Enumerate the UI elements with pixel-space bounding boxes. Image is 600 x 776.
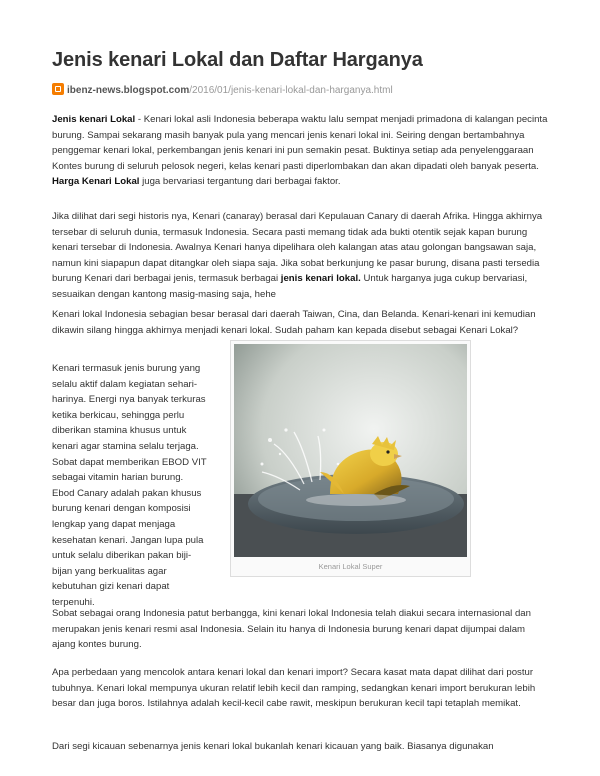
bold-term: jenis kenari lokal. [280,273,361,285]
paragraph-history [52,209,548,303]
paragraph-intro [52,112,548,190]
text-run: Untuk harganya juga cukup bervariasi, sesuaikan dengan kantong masig-masing saja, hehe [52,273,528,300]
source-path[interactable]: /2016/01/jenis-kenari-lokal-dan-harganya.html [189,85,393,96]
text-run: juga bervariasi tergantung dari berbagai faktor. [139,176,341,188]
bold-term: Jenis kenari Lokal [52,114,136,125]
figure-caption: Kenari Lokal Super [318,562,383,571]
source-domain[interactable]: ibenz-news.blogspot.com [67,85,190,96]
figure-canary [230,340,471,577]
paragraph-difference: Apa perbedaan yang mencolok antara kenari lokal dan kenari import? Secara kasat mata dapat dilihat dari postur tubuhnya. Kenari lokal mempunya ukuran relatif lebih kecil dan ramping, sedangkan kenari import berukuran lebih besar dan juga boros. Istilahnya adalah kecil-kecil cabe rawit, meskipun berukuran kecil tapi tetaplah memikat. [52,667,536,710]
text-run: Jika dilihat dari segi historis nya, Kenari (canaray) berasal dari Kepulauan Canary di daerah Afrika. Hingga akhirnya tersebar di seluruh dunia, termasuk Indonesia. Secara pasti memang tidak ada bukti otentik sejak kapan burung kenari tersebar di Indonesia. Awalnya Kenari hanya dipelihara oleh kalangan atas atau golongan bangsawan saja, namun kini siapapun dapat ditangkar oleh siapa saja. Jika sobat berkunjung ke pasar burung, disana pasti tersedia burung Kenari dari berbagai jenis, termasuk berbagai [52,211,543,285]
paragraph-stamina: Kenari termasuk jenis burung yang selalu aktif dalam kegiatan sehari-harinya. Energi nya banyak terkuras ketika berkicau, sehingga perlu diberikan stamina khusus untuk kenari agar stamina selalu terjaga. Sobat dapat memberikan EBOD VIT sebagai vitamin harian burung. Ebod Canary adalah pakan khusus burung kenari dengan komposisi lengkap yang dapat menjaga kesehatan kenari. Jangan lupa pula untuk selalu diberikan pakan biji-bijan yang berkualitas agar kebutuhan gizi kenari dapat terpenuhi. [52,363,207,608]
paragraph-pride: Sobat sebagai orang Indonesia patut berbangga, kini kenari lokal Indonesia telah diakui secara internasional dan merupakan jenis kenari resmi asal Indonesia. Selain itu hanya di Indonesia burung kenari dapat dijumpai dalam ajang kontes burung. [52,608,531,651]
bold-term: Harga Kenari Lokal [52,176,140,188]
source-line [52,83,393,96]
paragraph-origin: Kenari lokal Indonesia sebagian besar berasal dari daerah Taiwan, Cina, dan Belanda. Kenari-kenari ini kemudian dikawin silang hingga akhirnya menjadi kenari lokal. Sudah paham kan kepada disebut sebagai Kenari Lokal? [52,309,536,336]
paragraph-song: Dari segi kicauan sebenarnya jenis kenari lokal bukanlah kenari kicauan yang baik. Biasanya digunakan [52,741,494,752]
text-run: - Kenari lokal asli Indonesia beberapa waktu lalu sempat menjadi primadona di kalangan pecinta burung. Sampai sekarang masih banyak pula yang mencari jenis kenari lokal ini. Seiring dengan bertambahnya penggemar kenari lokal, perkembangan jenis kenari ini pun semakin pesat. Buktinya setiap ada penyelenggaraan Kontes burung di seluruh pelosok negeri, kelas kenari pasti diperlombakan dan akan dipadati oleh banyak peserta. [52,114,548,172]
blogger-icon [52,83,64,95]
page-title: Jenis kenari Lokal dan Daftar Harganya [52,49,423,71]
canary-photo [234,344,467,557]
